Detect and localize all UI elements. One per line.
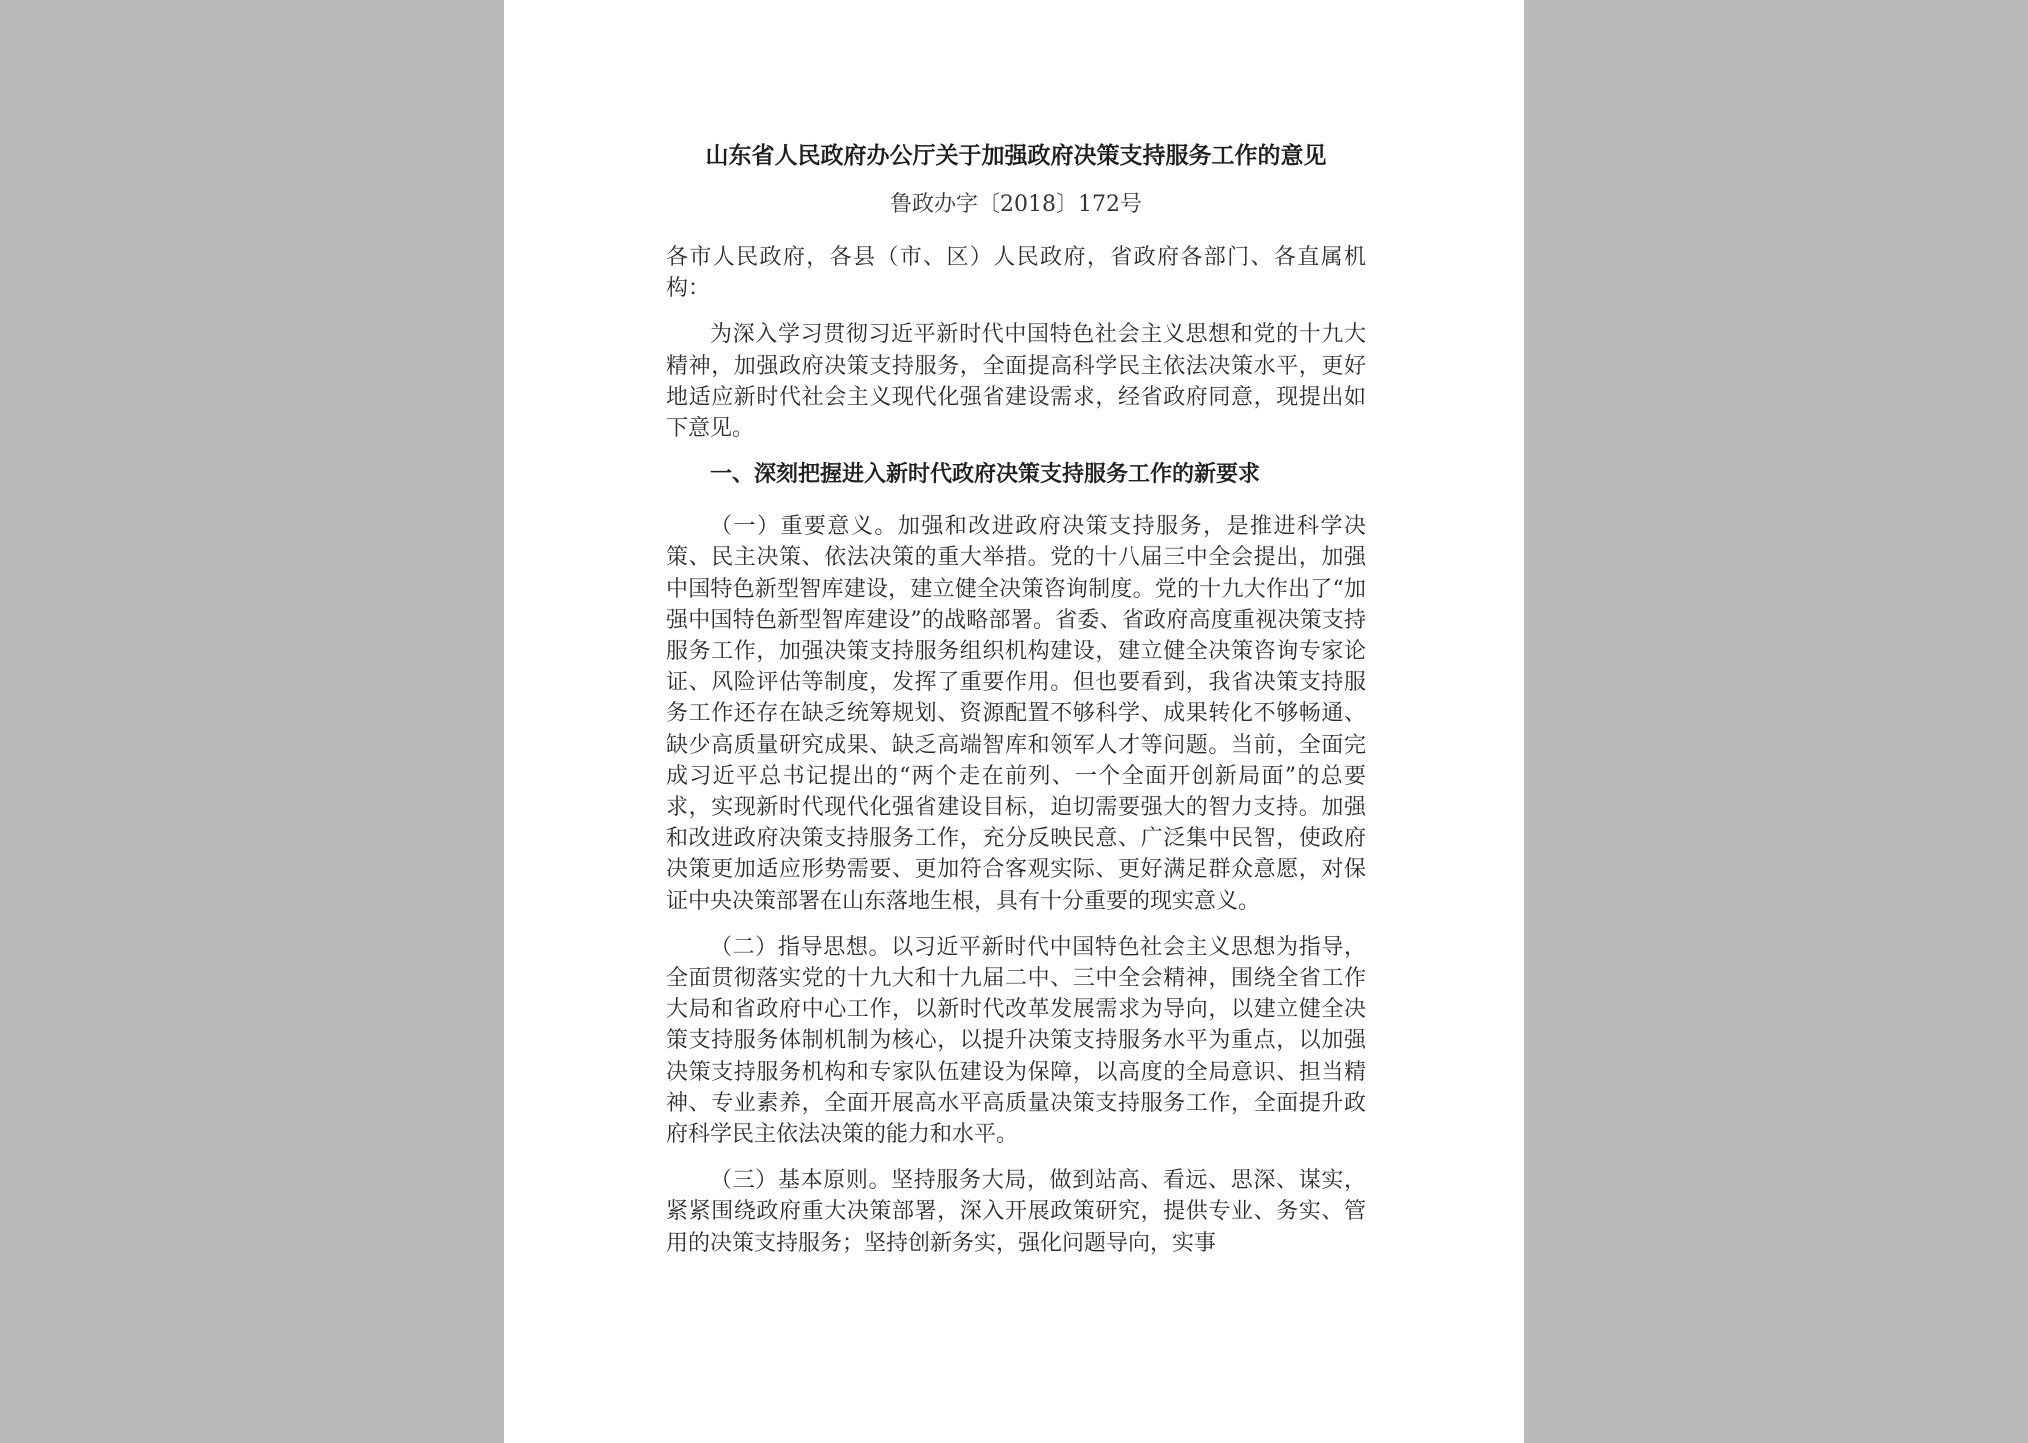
document-page (504, 0, 1524, 1443)
intro-paragraph: 为深入学习贯彻习近平新时代中国特色社会主义思想和党的十九大精神，加强政府决策支持服务，全面提高科学民主依法决策水平，更好地适应新时代社会主义现代化强省建设需求，经省政府同意，现提出如下意见。 (666, 322, 1366, 442)
addressee: 各市人民政府，各县（市、区）人民政府，省政府各部门、各直属机构： (666, 245, 1366, 302)
document-number: 鲁政办字〔2018〕172号 (890, 192, 1142, 217)
paragraph-guiding-thought: （二）指导思想。以习近平新时代中国特色社会主义思想为指导，全面贯彻落实党的十九大和十九届二中、三中全会精神，围绕全省工作大局和省政府中心工作，以新时代改革发展需求为导向，以建立健全决策支持服务体制机制为核心，以提升决策支持服务水平为重点，以加强决策支持服务机构和专家队伍建设为保障，以高度的全局意识、担当精神、专业素养，全面开展高水平高质量决策支持服务工作，全面提升政府科学民主依法决策的能力和水平。 (666, 934, 1366, 1148)
document-title: 山东省人民政府办公厅关于加强政府决策支持服务工作的意见 (705, 142, 1327, 169)
document-body (666, 140, 1366, 1274)
paragraph-basic-principles: （三）基本原则。坚持服务大局，做到站高、看远、思深、谋实，紧紧围绕政府重大决策部署，深入开展政策研究，提供专业、务实、管用的决策支持服务；坚持创新务实，强化问题导向，实事 (666, 1168, 1366, 1256)
paragraph-importance: （一）重要意义。加强和改进政府决策支持服务，是推进科学决策、民主决策、依法决策的重大举措。党的十八届三中全会提出，加强中国特色新型智库建设，建立健全决策咨询制度。党的十九大作出了“加强中国特色新型智库建设”的战略部署。省委、省政府高度重视决策支持服务工作，加强决策支持服务组织机构建设，建立健全决策咨询专家论证、风险评估等制度，发挥了重要作用。但也要看到，我省决策支持服务工作还存在缺乏统筹规划、资源配置不够科学、成果转化不够畅通、缺少高质量研究成果、缺乏高端智库和领军人才等问题。当前，全面完成习近平总书记提出的“两个走在前列、一个全面开创新局面”的总要求，实现新时代现代化强省建设目标，迫切需要强大的智力支持。加强和改进政府决策支持服务工作，充分反映民意、广泛集中民智，使政府决策更加适应形势需要、更加符合客观实际、更好满足群众意愿，对保证中央决策部署在山东落地生根，具有十分重要的现实意义。 (666, 514, 1366, 914)
section-heading: 一、深刻把握进入新时代政府决策支持服务工作的新要求 (710, 461, 1261, 488)
